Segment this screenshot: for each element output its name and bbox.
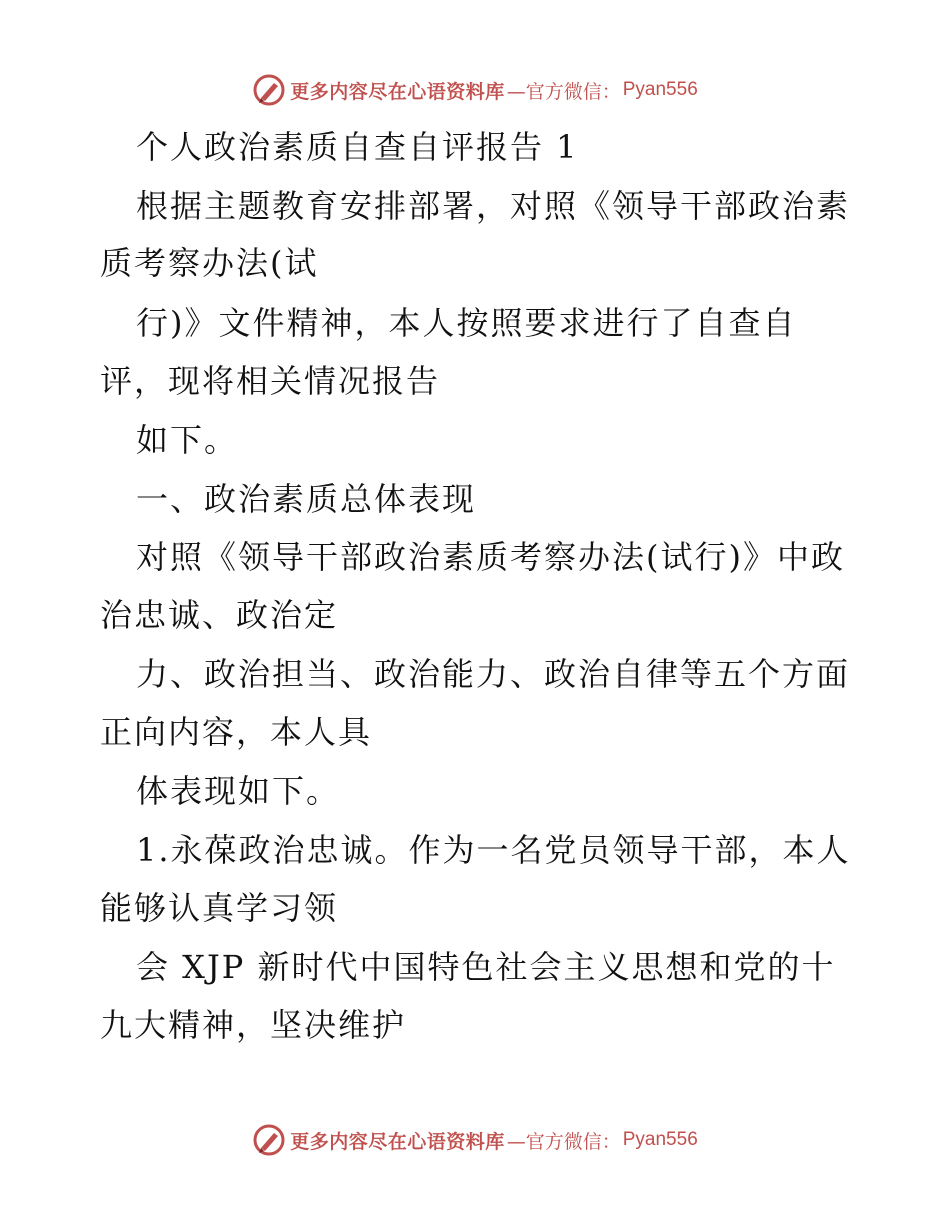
paragraph-line: 力、政治担当、政治能力、政治自律等五个方面: [136, 655, 851, 693]
paragraph-line: 质考察办法(试: [100, 244, 319, 282]
banner-sub-text: —官方微信：: [506, 80, 621, 103]
paragraph-line: 行)》文件精神，本人按照要求进行了自查自: [136, 304, 797, 342]
banner-main-text: 更多内容尽在心语资料库: [290, 1130, 505, 1153]
paragraph-line: 能够认真学习领: [100, 889, 339, 927]
document-title: 个人政治素质自查自评报告 1: [136, 128, 579, 166]
paragraph-line: 评，现将相关情况报告: [100, 362, 441, 400]
paragraph-line: 体表现如下。: [136, 772, 341, 810]
paragraph-line: 正向内容，本人具: [100, 713, 373, 751]
pen-logo-icon: [252, 73, 286, 107]
banner-wechat-id: Pyan556: [622, 79, 698, 100]
pen-logo-icon: [252, 1123, 286, 1157]
paragraph-line: 如下。: [136, 421, 239, 459]
paragraph-line: 根据主题教育安排部署，对照《领导干部政治素: [136, 187, 851, 225]
banner-wechat-id: Pyan556: [622, 1129, 698, 1150]
paragraph-line: 九大精神，坚决维护: [100, 1006, 407, 1044]
banner-main-text: 更多内容尽在心语资料库: [290, 80, 505, 103]
footer-banner: [0, 1118, 950, 1162]
paragraph-line: 1.永葆政治忠诚。作为一名党员领导干部，本人: [136, 831, 851, 869]
paragraph-line: 对照《领导干部政治素质考察办法(试行)》中政: [136, 538, 845, 576]
section-heading: 一、政治素质总体表现: [136, 480, 477, 518]
header-banner: [0, 68, 950, 112]
paragraph-line: 治忠诚、政治定: [100, 596, 339, 634]
paragraph-line: 会 XJP 新时代中国特色社会主义思想和党的十: [136, 948, 836, 986]
banner-sub-text: —官方微信：: [506, 1130, 621, 1153]
